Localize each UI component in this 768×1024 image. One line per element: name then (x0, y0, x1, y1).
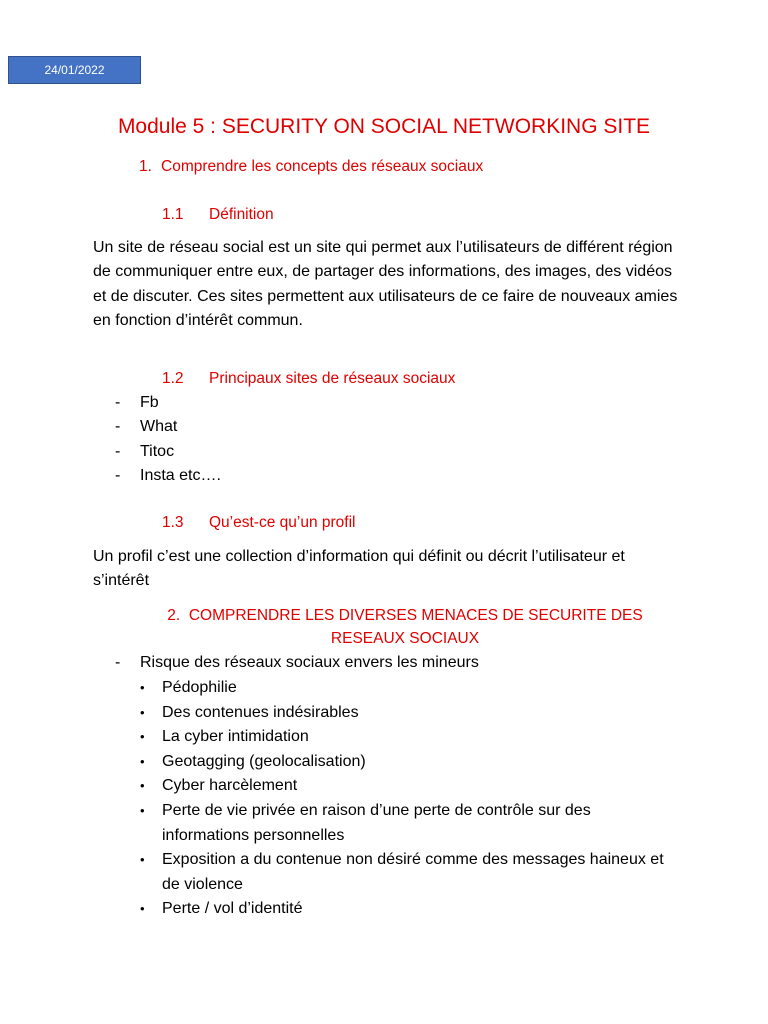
subsection-1-3-heading (162, 514, 355, 532)
subsection-1-3-number: 1.3 (162, 514, 184, 531)
section-1-title: Comprendre les concepts des réseaux sociaux (161, 158, 484, 175)
bullet-text: Pédophilie (162, 679, 237, 696)
list-item (115, 391, 221, 415)
list-item-text: Insta etc…. (140, 467, 221, 485)
section-1-number: 1. (139, 158, 152, 175)
bullet-icon: • (140, 802, 145, 818)
dash-marker: - (115, 467, 121, 485)
bullet-item (138, 774, 668, 799)
bullet-icon: • (140, 753, 145, 769)
bullet-item (138, 897, 668, 922)
dash-marker: - (115, 442, 121, 460)
bullet-icon: • (140, 704, 145, 720)
bullet-item (138, 725, 668, 750)
bullet-text: Geotagging (geolocalisation) (162, 752, 366, 770)
risk-label: Risque des réseaux sociaux envers les mineurs (140, 654, 479, 671)
social-sites-list (115, 391, 221, 489)
list-item (115, 464, 221, 488)
subsection-1-3-title: Qu’est-ce qu’un profil (209, 514, 356, 531)
list-item-text: Fb (140, 394, 159, 411)
dash-marker: - (115, 654, 121, 671)
bullet-text: Des contenues indésirables (162, 703, 359, 721)
section-1-heading (139, 158, 483, 176)
bullet-item (138, 799, 668, 848)
bullet-icon: • (140, 680, 145, 695)
bullet-item (138, 750, 668, 775)
subsection-1-1-number: 1.1 (162, 206, 184, 223)
section-2-heading-line-1 (160, 605, 650, 628)
bullet-item (138, 676, 668, 701)
subsection-1-2-number: 1.2 (162, 370, 184, 387)
bullet-item (138, 848, 668, 897)
definition-paragraph: Un site de réseau social est un site qui permet aux l’utilisateurs de différent région de communiquer entre eux, de partager des informations, des images, des vidéos et de discuter. Ces sites permettent aux utilisateurs de ce faire de nouveaux amies en fonction d’intérêt commun. (93, 239, 678, 330)
risk-bullet-list (138, 676, 668, 922)
date-text: 24/01/2022 (44, 63, 105, 77)
bullet-text: Perte de vie privée en raison d’une perte de contrôle sur des informations personnelles (162, 801, 591, 844)
bullet-icon: • (140, 778, 145, 794)
section-2-title-line-1: COMPRENDRE LES DIVERSES MENACES DE SECURITE DES (188, 607, 643, 624)
list-item (115, 440, 221, 464)
list-item-text: What (140, 418, 178, 436)
bullet-icon: • (140, 729, 145, 745)
bullet-icon: • (140, 852, 145, 868)
dash-marker: - (115, 418, 121, 436)
risk-list (115, 651, 479, 675)
bullet-item (138, 701, 668, 726)
section-2-title-line-2: RESEAUX SOCIAUX (330, 629, 480, 647)
bullet-text: La cyber intimidation (162, 728, 309, 746)
section-2-heading (160, 605, 650, 650)
list-item (115, 651, 479, 675)
list-item-text: Titoc (140, 442, 175, 460)
bullet-text: Perte / vol d’identité (162, 900, 303, 918)
section-2-number: 2. (167, 607, 181, 624)
subsection-1-2-title: Principaux sites de réseaux sociaux (209, 370, 456, 387)
list-item (115, 415, 221, 439)
profile-paragraph: Un profil c’est une collection d’information qui définit ou décrit l’utilisateur et s’intérêt (93, 548, 625, 590)
subsection-1-2-heading (162, 370, 455, 388)
date-box (8, 56, 141, 84)
bullet-icon: • (140, 901, 145, 917)
bullet-text: Cyber harcèlement (162, 777, 298, 795)
subsection-1-1-title: Définition (209, 206, 274, 223)
page-title: Module 5 : SECURITY ON SOCIAL NETWORKING SITE (117, 115, 651, 138)
bullet-text: Exposition a du contenue non désiré comme des messages haineux et de violence (162, 851, 664, 893)
dash-marker: - (115, 394, 121, 411)
subsection-1-1-heading (162, 206, 274, 224)
